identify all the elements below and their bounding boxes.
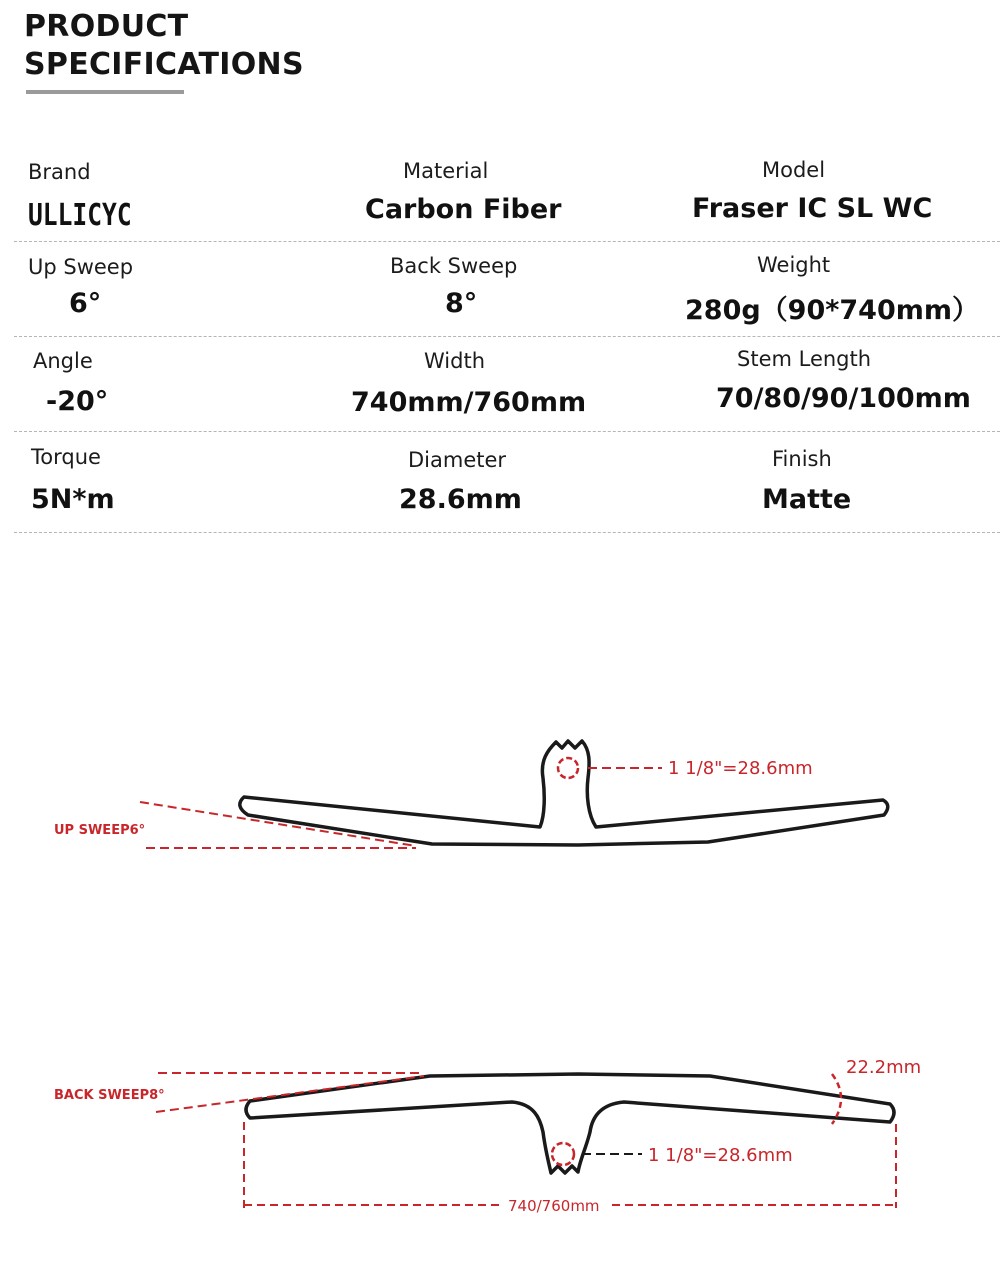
title-line-1: PRODUCT: [24, 9, 189, 44]
spec-label-weight: Weight: [757, 253, 831, 277]
spec-value-angle: -20°: [46, 386, 109, 417]
spec-value-finish: Matte: [762, 484, 852, 515]
spec-label-material: Material: [403, 159, 489, 183]
top-handlebar-outline: [246, 1074, 894, 1173]
spec-label-finish: Finish: [772, 447, 832, 471]
title-line-2: SPECIFICATIONS: [24, 47, 304, 82]
spec-value-stem-length: 70/80/90/100mm: [716, 383, 971, 414]
spec-value-width: 740mm/760mm: [351, 387, 587, 418]
spec-value-back-sweep: 8°: [445, 288, 478, 319]
spec-label-back-sweep: Back Sweep: [390, 254, 518, 278]
front-clamp-label: 1 1/8"=28.6mm: [668, 758, 813, 779]
spec-label-stem-length: Stem Length: [737, 347, 872, 371]
spec-value-diameter: 28.6mm: [399, 484, 522, 515]
up-sweep-label: UP SWEEP6°: [54, 823, 146, 838]
spec-label-brand: Brand: [28, 160, 91, 184]
spec-value-weight: 280g（90*740mm）: [685, 295, 980, 326]
spec-label-angle: Angle: [33, 349, 93, 373]
spec-value-torque: 5N*m: [31, 484, 115, 515]
spec-label-up-sweep: Up Sweep: [28, 255, 134, 279]
back-sweep-indicator: [156, 1073, 424, 1112]
bar-diameter-label: 22.2mm: [846, 1057, 922, 1078]
spec-label-torque: Torque: [31, 445, 101, 469]
top-clamp-circle: [552, 1143, 574, 1165]
width-label: 740/760mm: [508, 1197, 600, 1215]
spec-value-brand: ULLICYC: [28, 198, 132, 233]
spec-label-model: Model: [762, 158, 826, 182]
spec-value-model: Fraser IC SL WC: [692, 193, 933, 224]
front-handlebar-outline: [240, 741, 888, 845]
back-sweep-label: BACK SWEEP8°: [54, 1088, 165, 1103]
front-clamp-circle: [558, 758, 578, 778]
width-dimension: [244, 1122, 896, 1208]
spec-label-diameter: Diameter: [408, 448, 507, 472]
spec-value-up-sweep: 6°: [69, 288, 102, 319]
top-clamp-label: 1 1/8"=28.6mm: [648, 1145, 793, 1166]
spec-label-width: Width: [424, 349, 486, 373]
spec-value-material: Carbon Fiber: [365, 194, 562, 225]
